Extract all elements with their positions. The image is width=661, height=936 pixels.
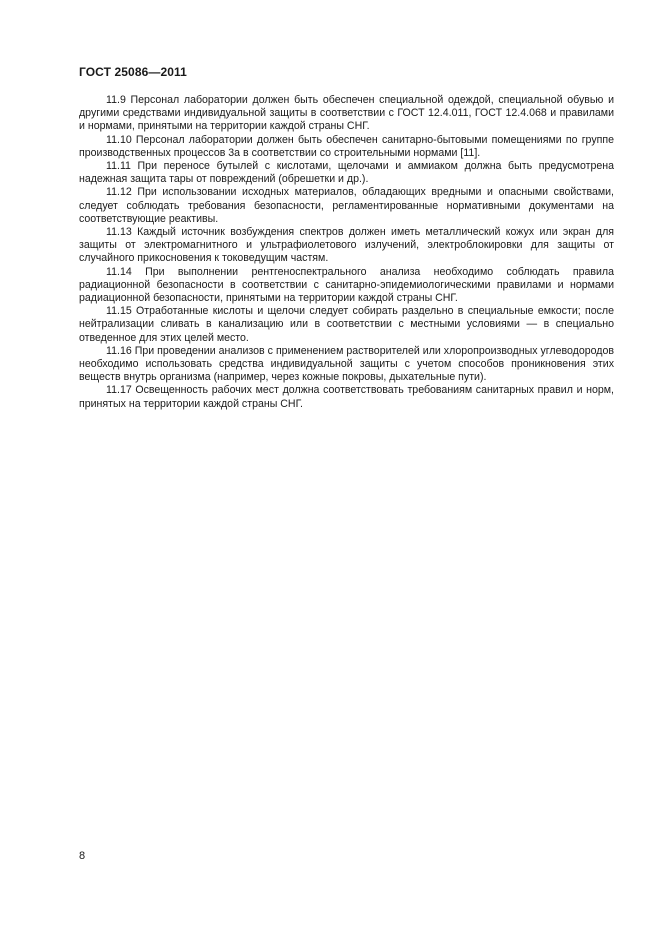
paragraph-11-13: 11.13 Каждый источник возбуждения спектров должен иметь металлический кожух или экран для защиты от электромагнитного и ультрафиолетового излучений, электроблокировки для защиты от случайного прикосновения к токоведущим частям. [79,226,614,265]
paragraph-11-9: 11.9 Персонал лаборатории должен быть обеспечен специальной одеждой, специальной обувью и другими средствами индивидуальной защиты в соответствии с ГОСТ 12.4.011, ГОСТ 12.4.068 и правилами и нормами, принятыми на территории каждой страны СНГ. [79,94,614,133]
document-body [79,94,614,411]
paragraph-11-11: 11.11 При переносе бутылей с кислотами, щелочами и аммиаком должна быть предусмотрена надежная защита тары от повреждений (обрешетки и др.). [79,160,614,186]
paragraph-11-17: 11.17 Освещенность рабочих мест должна соответствовать требованиям санитарных правил и норм, принятых на территории каждой страны СНГ. [79,384,614,410]
paragraph-11-10: 11.10 Персонал лаборатории должен быть обеспечен санитарно-бытовыми помещениями по группе производственных процессов 3а в соответствии со строительными нормами [11]. [79,133,614,159]
document-header: ГОСТ 25086—2011 [79,65,187,79]
page-number: 8 [79,850,86,862]
paragraph-11-14: 11.14 При выполнении рентгеноспектрального анализа необходимо соблюдать правила радиационной безопасности в соответствии с санитарно-эпидемиологическими правилами и нормами радиационной безопасности, принятыми на территории каждой страны СНГ. [79,265,614,305]
paragraph-11-15: 11.15 Отработанные кислоты и щелочи следует собирать раздельно в специальные емкости; после нейтрализации сливать в канализацию или в соответствии с местными условиями — в специально отведенное для этих целей место. [79,305,614,344]
paragraph-11-12: 11.12 При использовании исходных материалов, обладающих вредными и опасными свойствами, следует соблюдать требования безопасности, регламентированные нормативными документами на соответствующие реактивы. [79,186,614,225]
paragraph-11-16: 11.16 При проведении анализов с применением растворителей или хлоропроизводных углеводородов необходимо использовать средства индивидуальной защиты с учетом способов проникновения этих веществ внутрь организма (например, через кожные покровы, дыхательные пути). [79,344,614,384]
